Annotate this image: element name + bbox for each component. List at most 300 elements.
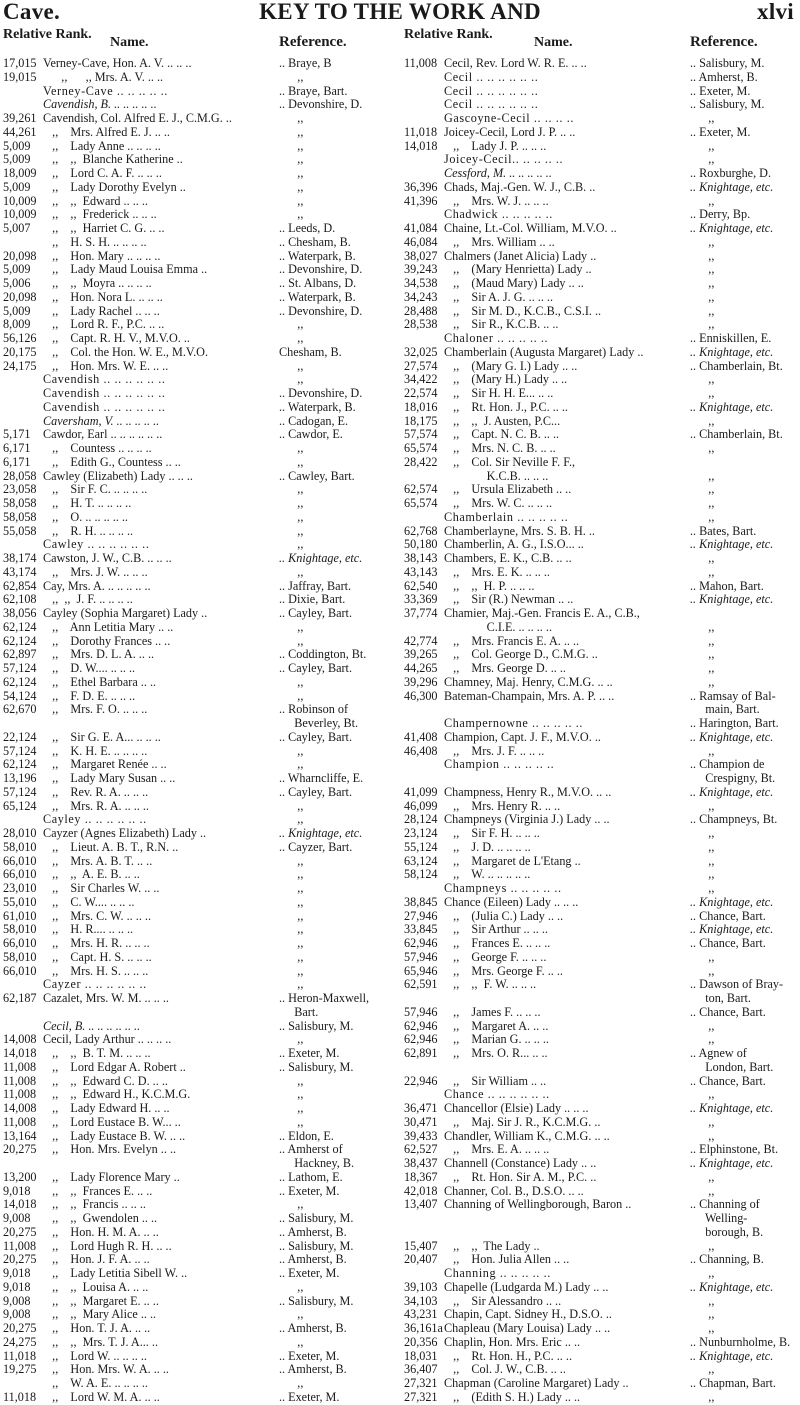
entry-name: Chapman (Caroline Margaret) Lady ..	[444, 1377, 629, 1390]
entry-reference: ,,	[279, 743, 304, 758]
list-item	[3, 167, 395, 181]
entry-reference: .. Knightage, etc.	[690, 344, 774, 359]
entry-name: ,, (Julia C.) Lady .. ..	[444, 909, 564, 923]
entry-name: ,, Lady Eustace B. W. .. ..	[43, 1129, 186, 1143]
list-item	[404, 483, 798, 497]
entry-name: Bateman-Champain, Mrs. A. P. .. ..	[444, 689, 615, 703]
left-column	[3, 29, 395, 1405]
list-item	[404, 1377, 798, 1391]
entry-name: ,, ,, Margaret E. .. ..	[43, 1294, 159, 1308]
relative-rank: 23,058	[3, 482, 37, 497]
entry-name: ,, Lord Edgar A. Robert ..	[43, 1060, 186, 1074]
entry-reference: .. Exeter, M.	[690, 83, 751, 98]
entry-name: ,, Mrs. N. C. B. .. ..	[444, 442, 556, 455]
entry-reference: ,,	[279, 441, 304, 455]
entry-reference: ,,	[690, 303, 715, 318]
relative-rank: 62,540	[404, 578, 438, 593]
relative-rank: 18,009	[3, 166, 37, 180]
entry-reference: ,,	[279, 867, 304, 882]
entry-reference: ,,	[279, 207, 304, 222]
entry-name: ,, ,, The Lady ..	[444, 1239, 540, 1253]
relative-rank: 62,108	[3, 592, 37, 607]
list-item	[3, 607, 395, 621]
right-column	[404, 29, 798, 1405]
entry-reference: ,,	[690, 386, 715, 400]
entry-name: ,, Mrs. J. F. .. .. ..	[444, 744, 545, 758]
relative-rank: 9,008	[3, 1293, 31, 1308]
entry-reference: .. Knightage, etc.	[690, 537, 774, 552]
entry-reference: ,,	[690, 193, 715, 208]
list-item	[404, 181, 798, 195]
entry-reference: .. Cayley, Bart.	[279, 784, 352, 799]
relative-rank: 15,407	[404, 1238, 438, 1253]
list-item	[404, 937, 798, 951]
relative-rank: 36,407	[404, 1362, 438, 1377]
relative-rank: 38,027	[404, 248, 438, 263]
entry-name: Cay, Mrs. A. .. .. .. .. ..	[43, 579, 151, 593]
list-item	[404, 85, 798, 99]
entry-name: ,, Mrs. Francis E. A. .. ..	[444, 634, 580, 648]
name-header: Name.	[534, 35, 573, 50]
relative-rank: 5,171	[3, 427, 31, 442]
entry-list	[404, 57, 798, 1405]
relative-rank: 5,006	[3, 276, 31, 290]
entry-name: Cazalet, Mrs. W. M. .. .. ..	[43, 992, 169, 1005]
list-item	[3, 195, 395, 209]
entry-reference: ,,	[279, 949, 304, 964]
list-item	[404, 1102, 798, 1116]
entry-reference: ,,	[690, 839, 715, 854]
entry-reference: .. Knightage, etc.	[690, 1101, 774, 1115]
reference-header: Reference.	[690, 34, 758, 50]
entry-reference: ,,	[279, 908, 304, 923]
entry-name: Cavendish, B. .. .. .. .. ..	[43, 98, 157, 112]
relative-rank: 14,018	[3, 1197, 37, 1212]
relative-rank: 62,124	[3, 674, 37, 689]
list-item	[3, 951, 395, 965]
entry-reference: ,,	[690, 661, 715, 675]
list-item	[3, 965, 395, 979]
list-item	[3, 456, 395, 470]
entry-name: ,, Lady Mary Susan .. ..	[43, 772, 176, 785]
relative-rank: 43,143	[404, 564, 438, 579]
list-item	[3, 731, 395, 745]
list-item	[3, 1363, 395, 1377]
entry-name: ,, W. .. .. .. .. ..	[444, 868, 531, 882]
entry-reference: ,,	[279, 619, 304, 634]
list-item	[3, 1226, 395, 1240]
entry-reference: ,,	[279, 881, 304, 895]
relative-rank: 18,367	[404, 1169, 438, 1184]
entry-reference: .. Exeter, M.	[279, 1046, 340, 1060]
relative-rank: 39,296	[404, 674, 438, 689]
list-item	[404, 57, 798, 71]
entry-name: ,, Mrs. H. R. .. .. ..	[43, 937, 150, 950]
entry-name: ,, Capt. N. C. B. .. ..	[444, 428, 560, 442]
relative-rank: 33,369	[404, 592, 438, 607]
entry-reference: borough, B.	[690, 1224, 764, 1239]
list-item	[404, 1212, 798, 1226]
entry-name: ,, Mrs. E. A. .. .. ..	[444, 1143, 550, 1157]
entry-name: Chamney, Maj. Henry, C.M.G. .. ..	[444, 675, 613, 689]
list-item	[404, 195, 798, 209]
list-item	[404, 71, 798, 85]
entry-name: Cecil, B. .. .. .. .. .. ..	[43, 1019, 141, 1033]
relative-rank: 11,008	[3, 1073, 37, 1088]
entry-name: ,, (Mary G. I.) Lady .. ..	[444, 359, 578, 373]
relative-rank: 65,574	[404, 441, 438, 455]
list-item	[3, 868, 395, 882]
entry-reference: .. Chamberlain, Bt.	[690, 358, 783, 373]
list-item	[404, 401, 798, 415]
entry-name: Chapin, Capt. Sidney H., D.S.O. ..	[444, 1308, 612, 1322]
reference-header: Reference.	[279, 34, 347, 50]
entry-reference: .. Enniskillen, E.	[690, 331, 772, 345]
entry-reference: .. Knightage, etc.	[690, 1156, 774, 1170]
entry-reference: ,,	[690, 1362, 715, 1377]
entry-reference: ,,	[690, 138, 715, 153]
relative-rank: 5,009	[3, 303, 31, 318]
entry-name: Chamberlain (Augusta Margaret) Lady ..	[444, 345, 644, 359]
entry-reference: .. Elphinstone, Bt.	[690, 1142, 779, 1157]
relative-rank: 56,126	[3, 331, 37, 345]
entry-name: ,, Capt. H. S. .. .. ..	[43, 950, 152, 964]
list-item	[404, 566, 798, 580]
relative-rank: 55,058	[3, 523, 37, 538]
relative-rank: 19,275	[3, 1362, 37, 1377]
entry-name: Chance .. .. .. .. .. ..	[444, 1088, 550, 1102]
list-item	[404, 992, 798, 1006]
relative-rank: 24,275	[3, 1334, 37, 1349]
entry-name: ,, Mrs. O. R... .. ..	[444, 1047, 548, 1060]
entry-reference: .. Amherst, B.	[279, 1252, 347, 1267]
list-item	[404, 1185, 798, 1199]
entry-reference: .. Channing of	[690, 1197, 760, 1212]
entry-name: ,, Sir A. J. G. .. .. ..	[444, 290, 554, 304]
relative-rank: 18,175	[404, 413, 438, 428]
entry-name: Champernowne .. .. .. .. ..	[444, 717, 584, 730]
entry-name: ,, Sir Charles W. .. ..	[43, 882, 160, 895]
relative-rank: 38,437	[404, 1156, 438, 1170]
entry-reference: ,,	[690, 881, 715, 895]
list-item	[3, 497, 395, 511]
relative-rank: 19,015	[3, 69, 37, 84]
relative-rank: 38,174	[3, 551, 37, 565]
entry-reference: ,,	[690, 111, 715, 125]
relative-rank: 39,261	[3, 111, 37, 125]
entry-reference: ,,	[690, 853, 715, 868]
entry-reference: .. Coddington, Bt.	[279, 647, 367, 662]
relative-rank: 14,008	[3, 1032, 37, 1047]
relative-rank: 28,488	[404, 303, 438, 318]
entry-name: ,, Col. George D., C.M.G. ..	[444, 648, 598, 662]
list-item	[404, 593, 798, 607]
relative-rank: 62,574	[404, 482, 438, 497]
entry-reference: .. Amherst, B.	[279, 1321, 347, 1335]
list-item	[404, 1116, 798, 1130]
relative-rank: 11,008	[3, 1114, 37, 1129]
entry-reference: ,,	[690, 468, 715, 483]
list-item	[3, 992, 395, 1006]
list-item	[404, 208, 798, 222]
relative-rank: 20,275	[3, 1321, 37, 1335]
relative-rank: 14,008	[3, 1101, 37, 1115]
entry-name: Gascoyne-Cecil .. .. .. ..	[444, 112, 574, 125]
entry-name: Cayley .. .. .. .. .. ..	[43, 813, 147, 827]
list-item	[3, 1336, 395, 1350]
header-left-word: Cave.	[3, 0, 61, 24]
list-item	[3, 1116, 395, 1130]
relative-rank: 39,433	[404, 1128, 438, 1143]
entry-name: ,, Lady J. P. .. .. ..	[444, 139, 547, 153]
relative-rank: 57,124	[3, 743, 37, 758]
relative-rank: 20,175	[3, 344, 37, 359]
list-item	[404, 373, 798, 387]
relative-rank: 11,018	[404, 124, 438, 139]
entry-reference: ,,	[690, 1389, 715, 1404]
entry-reference: ,,	[690, 674, 715, 689]
entry-reference: ,,	[690, 372, 715, 387]
list-item	[404, 277, 798, 291]
entry-reference: ,,	[279, 798, 304, 813]
list-item	[404, 827, 798, 841]
entry-name: Chamberlin, A. G., I.S.O... ..	[444, 538, 584, 552]
entry-name: ,, ,, Edward .. .. ..	[43, 194, 148, 208]
entry-name: ,, Margaret A. .. ..	[444, 1019, 549, 1033]
entry-name: ,, Lady Anne .. .. .. ..	[43, 139, 161, 153]
list-item	[3, 1350, 395, 1364]
entry-reference: Chesham, B.	[279, 344, 342, 359]
relative-rank: 32,025	[404, 344, 438, 359]
list-item	[404, 1088, 798, 1102]
entry-reference: .. Salisbury, M.	[279, 1238, 354, 1253]
entry-reference: ,,	[690, 1018, 715, 1033]
relative-rank: 57,946	[404, 1004, 438, 1019]
entry-reference: .. Knightage, etc.	[690, 1348, 774, 1363]
entry-name: ,, Col. J. W., C.B. .. ..	[444, 1363, 566, 1377]
entry-reference: ,,	[690, 1114, 715, 1129]
list-item	[404, 745, 798, 759]
relative-rank: 50,180	[404, 537, 438, 552]
list-item	[3, 717, 395, 731]
relative-rank: 62,891	[404, 1046, 438, 1060]
entry-reference: ,,	[690, 647, 715, 662]
list-item	[3, 360, 395, 374]
list-item	[3, 1295, 395, 1309]
entry-reference: ,,	[279, 523, 304, 538]
entry-reference: ,,	[279, 496, 304, 510]
relative-rank: 33,845	[404, 922, 438, 937]
entry-name: ,, ,, Harriet C. G. .. ..	[43, 222, 165, 235]
relative-rank: 11,018	[3, 1348, 37, 1363]
list-item	[3, 112, 395, 126]
list-item	[3, 1143, 395, 1157]
entry-name: Joicey-Cecil, Lord J. P. .. ..	[444, 125, 576, 139]
entry-name: ,, Mrs. C. W. .. .. ..	[43, 909, 152, 923]
relative-rank: 63,124	[404, 853, 438, 868]
entry-name: ,, Capt. R. H. V., M.V.O. ..	[43, 332, 190, 345]
header-title: KEY TO THE WORK AND	[259, 0, 541, 24]
relative-rank: 20,275	[3, 1224, 37, 1239]
entry-reference: .. Roxburghe, D.	[690, 166, 772, 180]
relative-rank: 5,007	[3, 221, 31, 235]
entry-reference: .. Leeds, D.	[279, 221, 336, 235]
relative-rank: 14,018	[3, 1046, 37, 1060]
entry-name: ,, Hon. Mrs. W. A. .. ..	[43, 1363, 169, 1377]
list-item	[404, 855, 798, 869]
entry-reference: .. Devonshire, D.	[279, 303, 363, 318]
relative-rank: 65,124	[3, 798, 37, 813]
entry-reference: .. Knightage, etc.	[690, 729, 774, 744]
entry-reference: Hackney, B.	[279, 1156, 355, 1170]
entry-name: ,, H. S. H. .. .. .. ..	[43, 235, 147, 249]
list-item	[3, 552, 395, 566]
entry-name: ,, Mrs. George D. .. ..	[444, 662, 566, 675]
entry-reference: ,,	[690, 413, 715, 428]
relative-rank: 43,231	[404, 1307, 438, 1322]
list-item	[3, 428, 395, 442]
entry-name: ,, ,, Gwendolen .. ..	[43, 1212, 158, 1225]
list-item	[3, 470, 395, 484]
page-number: xlvi	[757, 0, 794, 24]
page-header	[0, 0, 800, 24]
entry-reference: .. Ramsay of Bal-	[690, 688, 776, 703]
list-item	[3, 1020, 395, 1034]
entry-name: ,, Mrs. Henry R. .. ..	[444, 799, 561, 813]
entry-reference: .. Knightage, etc.	[690, 179, 774, 194]
relative-rank: 27,574	[404, 358, 438, 373]
entry-reference: .. Exeter, M.	[279, 1348, 340, 1363]
entry-reference: Bart.	[279, 1004, 319, 1019]
entry-reference: ,,	[690, 509, 715, 524]
entry-name: ,, Mrs. William .. ..	[444, 235, 555, 249]
relative-rank: 27,321	[404, 1376, 438, 1390]
list-item	[3, 703, 395, 717]
entry-name: Chaplin, Hon. Mrs. Eric .. ..	[444, 1335, 581, 1349]
entry-reference: ,,	[279, 633, 304, 648]
entry-reference: ,,	[279, 509, 304, 524]
list-item	[3, 373, 395, 387]
entry-name: ,, Hon. Mrs. W. E. .. ..	[43, 359, 169, 373]
relative-rank: 34,538	[404, 276, 438, 290]
entry-name: ,, ,, Blanche Katherine ..	[43, 153, 183, 167]
entry-name: ,, Lady Florence Mary ..	[43, 1170, 180, 1184]
entry-reference: .. Knightage, etc.	[690, 922, 774, 937]
entry-name: ,, Marian G. .. .. ..	[444, 1033, 549, 1047]
relative-rank: 36,161a	[404, 1321, 443, 1335]
entry-name: Cavendish .. .. .. .. .. ..	[43, 373, 166, 387]
list-item	[404, 868, 798, 882]
entry-name: ,, C. W.... .. .. ..	[43, 895, 135, 909]
entry-name: ,, Rt. Hon. J., P.C. .. ..	[444, 400, 568, 414]
list-item	[3, 1212, 395, 1226]
entry-name: Chapelle (Ludgarda M.) Lady .. ..	[444, 1280, 609, 1294]
relative-rank: 62,946	[404, 1032, 438, 1047]
list-item	[3, 483, 395, 497]
relative-rank: 28,058	[3, 468, 37, 483]
list-item	[404, 236, 798, 250]
entry-reference: .. Knightage, etc.	[690, 894, 774, 909]
entry-name: Chancellor (Elsie) Lady .. .. ..	[444, 1102, 589, 1115]
entry-name: Cecil, Rev. Lord W. R. E. .. ..	[444, 57, 587, 70]
list-item	[404, 442, 798, 456]
entry-reference: .. Braye, B	[279, 56, 332, 70]
entry-name: ,, Col. the Hon. W. E., M.V.O.	[43, 345, 208, 359]
relative-rank: 11,008	[3, 1238, 37, 1253]
list-item	[404, 346, 798, 360]
list-item	[3, 772, 395, 786]
entry-reference: .. Amherst, B.	[690, 69, 758, 84]
list-item	[404, 580, 798, 594]
entry-name: ,, ,, J. Austen, P.C...	[444, 414, 561, 428]
list-item	[3, 153, 395, 167]
relative-rank: 9,008	[3, 1211, 31, 1225]
list-item	[404, 717, 798, 731]
list-item	[404, 360, 798, 374]
list-item	[3, 758, 395, 772]
relative-rank: 58,010	[3, 949, 37, 964]
entry-reference: .. Salisbury, M.	[690, 56, 765, 70]
entry-reference: ,,	[690, 633, 715, 648]
entry-reference: ,,	[690, 949, 715, 964]
entry-reference: ,,	[690, 1266, 715, 1280]
entry-name: ,, ,, Mrs. T. J. A... ..	[43, 1335, 158, 1349]
list-item	[3, 1047, 395, 1061]
entry-reference: ,,	[279, 963, 304, 978]
entry-reference: .. Wharncliffe, E.	[279, 771, 364, 785]
relative-rank: 13,164	[3, 1128, 37, 1143]
entry-reference: .. St. Albans, D.	[279, 276, 357, 290]
relative-rank: 23,010	[3, 881, 37, 895]
entry-name: Cawley (Elizabeth) Lady .. .. ..	[43, 469, 193, 483]
relative-rank: 38,845	[404, 894, 438, 909]
entry-name: ,, ,, Edward H., K.C.M.G.	[43, 1088, 191, 1102]
rank-header: Relative Rank.	[3, 27, 92, 42]
entry-name: ,, Frances E. .. .. ..	[444, 937, 551, 950]
entry-reference: ,,	[279, 1307, 304, 1322]
entry-reference: ,,	[279, 1376, 304, 1390]
list-item	[404, 772, 798, 786]
entry-name: ,, ,, Frederick .. .. ..	[43, 208, 157, 222]
entry-reference: ,,	[279, 1101, 304, 1115]
list-item	[404, 1391, 798, 1405]
list-item	[404, 648, 798, 662]
list-item	[3, 1377, 395, 1391]
entry-reference: ,,	[279, 358, 304, 373]
relative-rank: 34,422	[404, 372, 438, 387]
relative-rank: 20,275	[3, 1252, 37, 1267]
list-item	[404, 635, 798, 649]
relative-rank: 66,010	[3, 936, 37, 950]
relative-rank: 46,084	[404, 234, 438, 249]
entry-name: Cavendish, Col. Alfred E. J., C.M.G. ..	[43, 112, 232, 125]
entry-reference: ,,	[279, 1197, 304, 1212]
entry-name: Champneys (Virginia J.) Lady .. ..	[444, 813, 610, 827]
relative-rank: 5,009	[3, 179, 31, 194]
entry-reference: ,,	[279, 688, 304, 703]
relative-rank: 57,124	[3, 661, 37, 675]
relative-rank: 13,200	[3, 1169, 37, 1184]
list-item	[3, 690, 395, 704]
relative-rank: 8,009	[3, 317, 31, 332]
list-item	[3, 305, 395, 319]
entry-name: ,, Hon. Mrs. Evelyn .. ..	[43, 1143, 177, 1157]
list-item	[404, 387, 798, 401]
list-item	[404, 318, 798, 332]
entry-name: ,, Sir Arthur .. .. ..	[444, 923, 548, 937]
entry-name: ,, George F. .. .. ..	[444, 950, 547, 964]
relative-rank: 43,174	[3, 564, 37, 579]
